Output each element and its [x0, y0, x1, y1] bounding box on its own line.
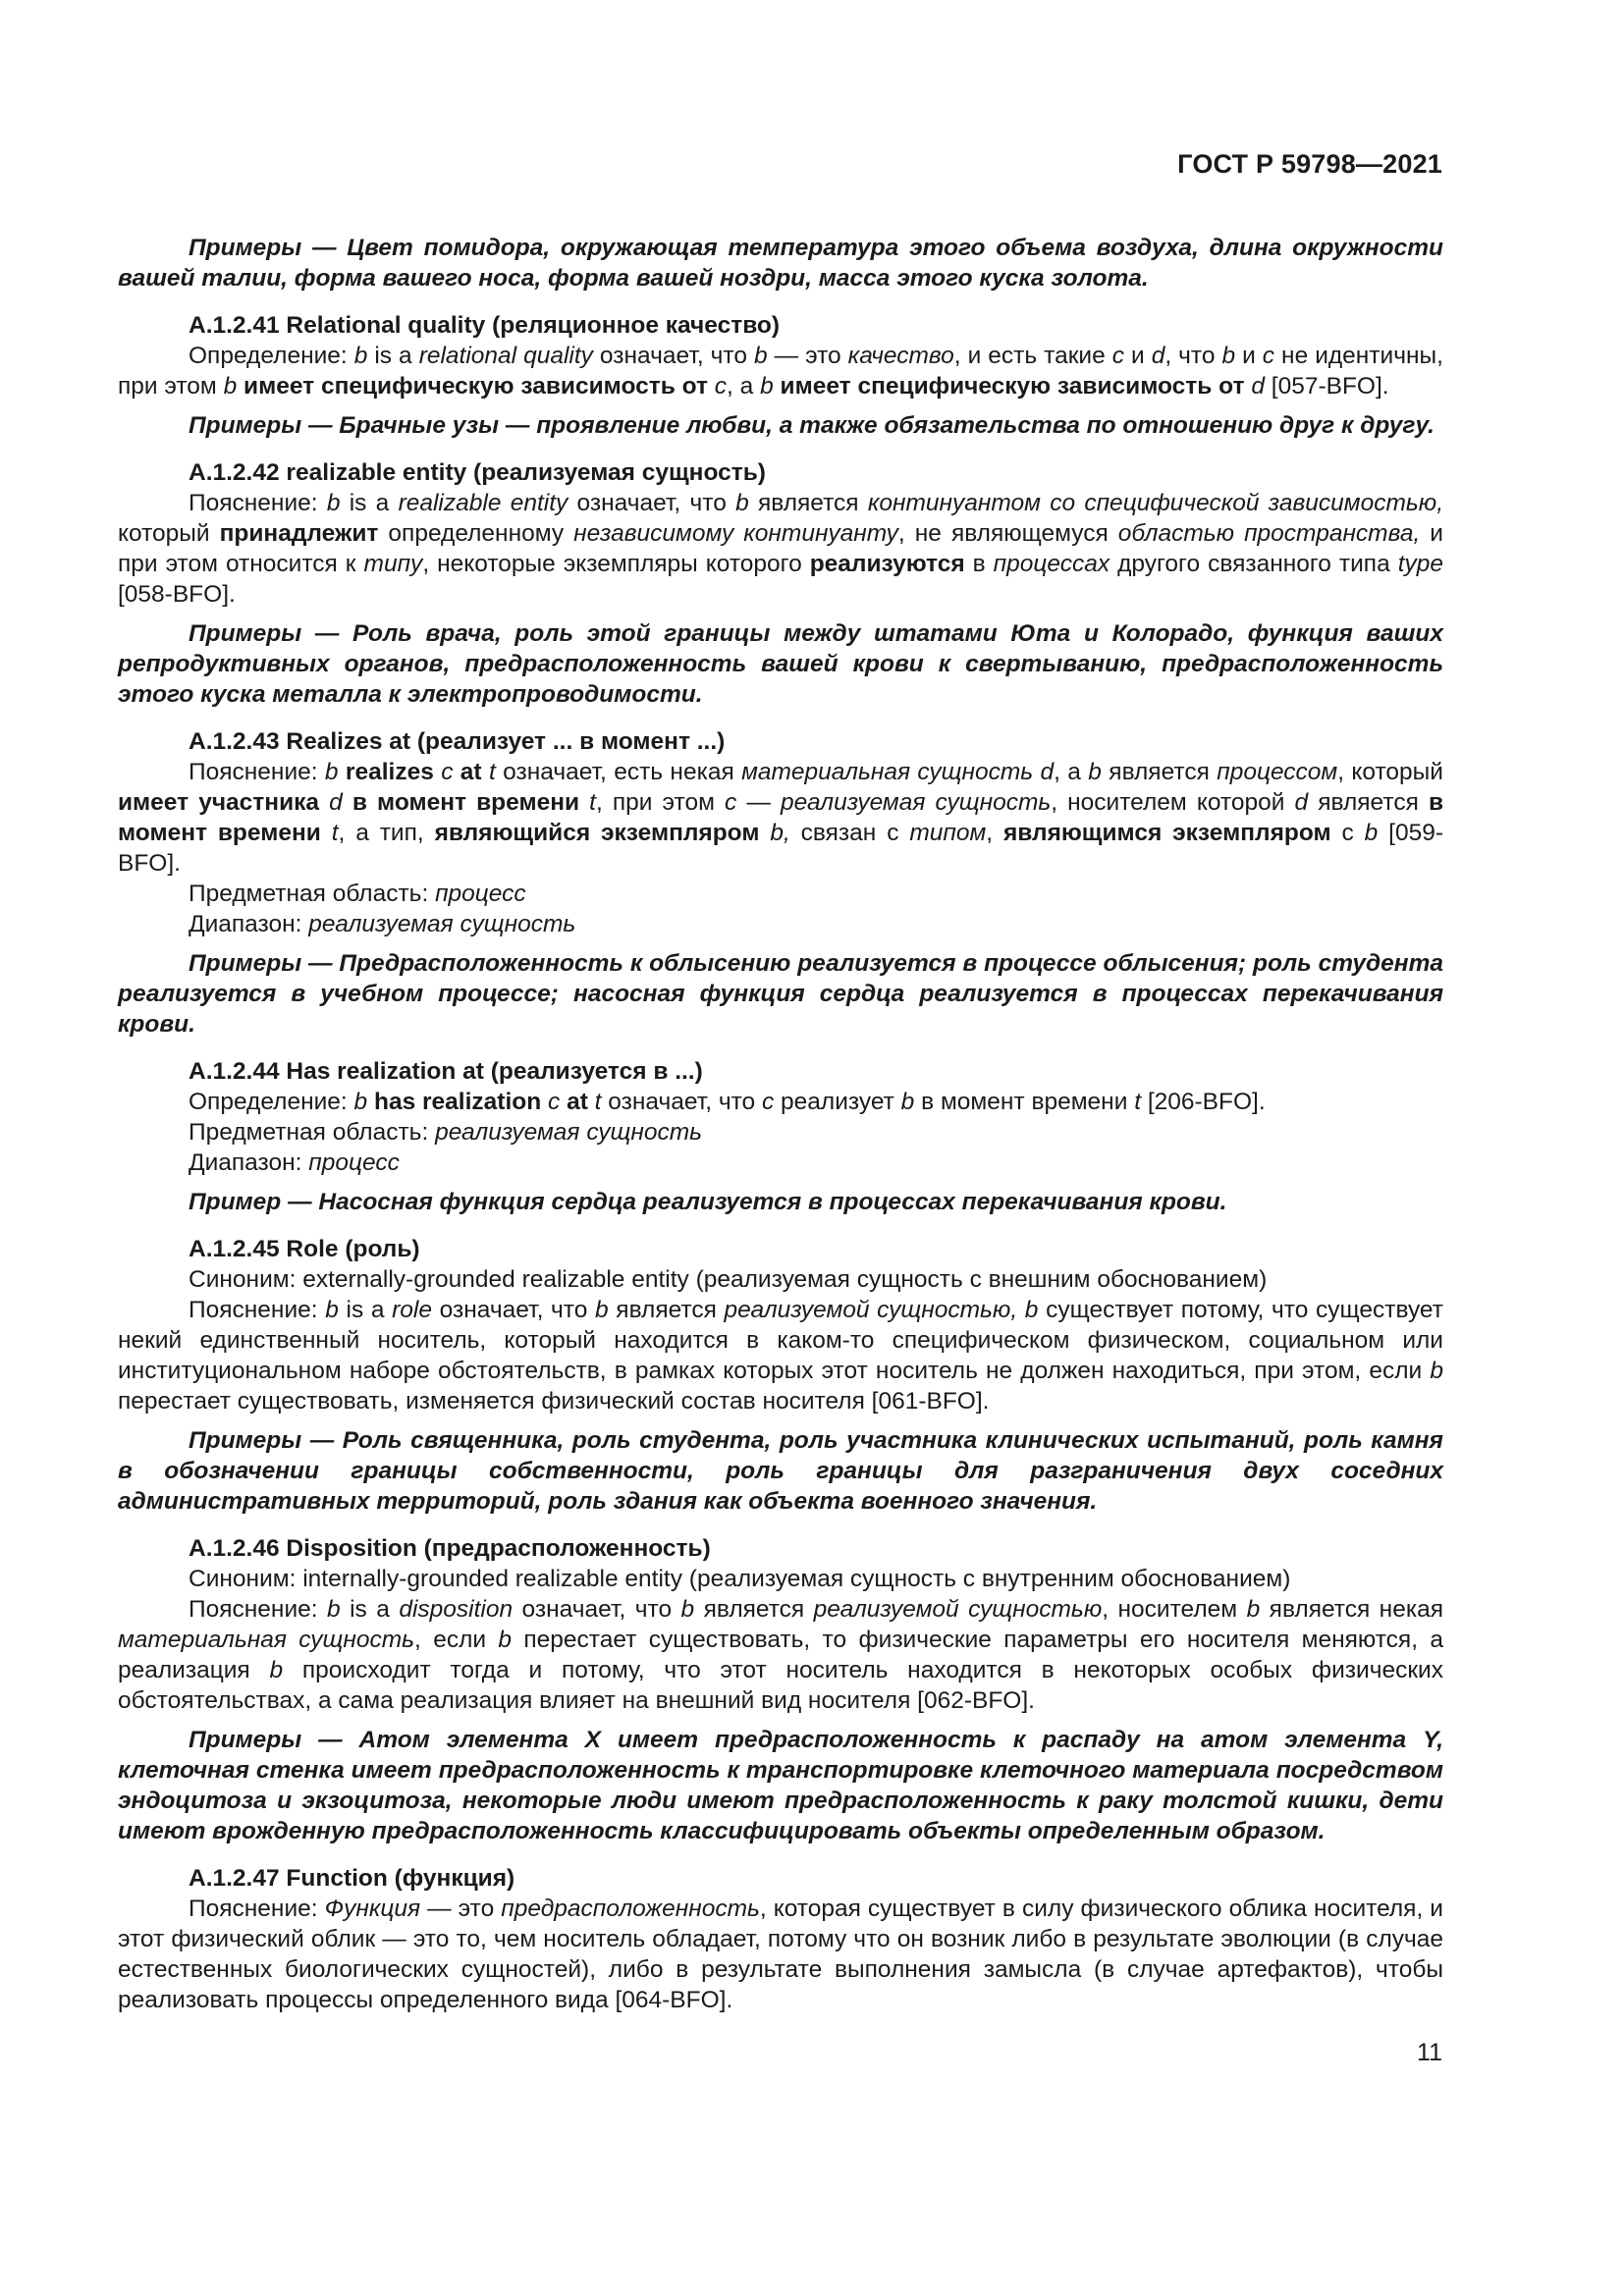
text-run: , если	[414, 1627, 499, 1653]
text-run: , которая существует в силу физического облика носителя, и этот физический облик — это то, чем носитель обладает, потому что он возник либо в результате эволюции (в случае естественных биологических сущностей), либо в результате выполнения замысла (в случае артефактов), чтобы реализовать процессы определенного вида [064-BFO].	[118, 1896, 1443, 2013]
entry-text	[118, 341, 1443, 401]
italic-run: b	[326, 490, 341, 516]
italic-run: b	[1221, 343, 1236, 369]
example-paragraph: Примеры — Предрасположенность к облысению реализуется в процессе облысения; роль студента реализуется в учебном процессе; насосная функция сердца реализуется в процессах перекачивания крови.	[118, 950, 1443, 1038]
italic-run: материальная сущность	[118, 1627, 415, 1653]
italic-run: Функция	[324, 1896, 421, 1922]
attribute-line	[118, 879, 1443, 909]
italic-run: c	[441, 759, 454, 785]
italic-run: материальная сущность	[741, 759, 1034, 785]
synonym-line	[118, 1564, 1443, 1594]
italic-run: c	[1111, 343, 1124, 369]
text-run: , который	[1337, 759, 1443, 785]
bold-run: at	[460, 759, 482, 785]
text-run: является некая	[1260, 1596, 1443, 1623]
attribute-line	[118, 1117, 1443, 1148]
definition-entry	[118, 1533, 1443, 1846]
bold-run: реализуются	[809, 551, 965, 577]
italic-run: c	[761, 1089, 775, 1115]
text-run: перестает существовать, то физические параметры его носителя меняются, а реализация	[118, 1627, 1443, 1683]
bold-run: имеет специфическую зависимость от	[780, 373, 1245, 400]
italic-run: независимому континуанту	[573, 520, 898, 547]
bold-run: realizes	[345, 759, 434, 785]
text-run: Пояснение:	[189, 759, 325, 785]
italic-run: типу	[363, 551, 423, 577]
bold-run: являющимся экземпляром	[1002, 820, 1331, 846]
bold-run: являющийся экземпляром	[434, 820, 760, 846]
text-run: Пояснение:	[189, 490, 327, 516]
italic-run: b	[900, 1089, 915, 1115]
text-run: , а	[1054, 759, 1089, 785]
text-run: в момент времени	[914, 1089, 1135, 1115]
italic-run: b,	[770, 820, 790, 846]
italic-run: d	[1251, 373, 1265, 400]
italic-run: d	[1151, 343, 1165, 369]
example-paragraph: Примеры — Атом элемента X имеет предрасположенность к распаду на атом элемента Y, клеточная стенка имеет предрасположенность к транспортировке клеточного материала посредством эндоцитоза и экзоцитоза, некоторые люди имеют предрасположенность к раку толстой кишки, дети имеют врожденную предрасположенность классифицировать объекты определенным образом.	[118, 1727, 1443, 1844]
italic-run: d	[329, 789, 343, 816]
text-run	[367, 1089, 374, 1115]
text-run: ,	[986, 820, 1003, 846]
text-run: — это	[420, 1896, 502, 1922]
attribute-line	[118, 909, 1443, 939]
synonym-line	[118, 1264, 1443, 1295]
italic-run: b	[325, 1297, 339, 1323]
italic-run: реализуемая сущность	[435, 1119, 703, 1146]
text-run: Предметная область:	[189, 1119, 436, 1146]
text-run	[541, 1089, 548, 1115]
text-run: , носителем которой	[1051, 789, 1295, 816]
italic-run: b	[353, 343, 368, 369]
text-run: Пояснение:	[189, 1896, 325, 1922]
text-run	[343, 789, 352, 816]
text-run: , не являющемуся	[897, 520, 1118, 547]
italic-run: type	[1397, 551, 1444, 577]
entry-text	[118, 488, 1443, 610]
italic-run: c	[548, 1089, 561, 1115]
text-run: является	[1101, 759, 1218, 785]
text-run: и	[1235, 343, 1263, 369]
italic-run: b	[760, 373, 774, 400]
text-run: Пояснение:	[189, 1596, 328, 1623]
text-run	[588, 1089, 595, 1115]
italic-run: b	[1024, 1297, 1039, 1323]
example-paragraph: Примеры — Роль священника, роль студента, роль участника клинических испытаний, роль камня в обозначении границы собственности, роль границы для разграничения двух соседних административных территорий, роль здания как объекта военного значения.	[118, 1427, 1443, 1515]
text-run: другого связанного типа	[1110, 551, 1398, 577]
text-run: означает, что	[432, 1297, 596, 1323]
entry-heading: A.1.2.41 Relational quality (реляционное качество)	[189, 312, 781, 339]
text-run: Синоним: internally-grounded realizable entity (реализуемая сущность с внутренним обоснованием)	[189, 1566, 1291, 1592]
italic-run: b	[223, 373, 238, 400]
text-run: который	[118, 520, 220, 547]
italic-run: b	[1088, 759, 1102, 785]
text-run: is a	[367, 343, 419, 369]
italic-run: континуантом со специфической зависимостью,	[867, 490, 1443, 516]
entry-text	[118, 1087, 1443, 1117]
italic-run: b	[680, 1596, 695, 1623]
text-run: означает, что	[601, 1089, 762, 1115]
italic-run: процессах	[993, 551, 1110, 577]
text-run: Пояснение:	[189, 1297, 326, 1323]
italic-run: b	[595, 1297, 609, 1323]
text-run: и	[1124, 343, 1152, 369]
italic-run: качество	[847, 343, 954, 369]
text-run: в	[964, 551, 994, 577]
italic-run: b	[498, 1627, 513, 1653]
italic-run: типом	[909, 820, 987, 846]
text-run: is a	[340, 1596, 400, 1623]
text-run: означает, что	[592, 343, 754, 369]
italic-run: процесс	[308, 1149, 400, 1176]
italic-run: relational quality	[418, 343, 593, 369]
definition-entry	[118, 1056, 1443, 1217]
italic-run: процессом	[1217, 759, 1338, 785]
definition-entry	[118, 1234, 1443, 1517]
italic-run: t	[589, 789, 596, 816]
italic-run: role	[392, 1297, 432, 1323]
bold-run: в момент времени	[118, 789, 1443, 846]
italic-run: t	[594, 1089, 602, 1115]
text-run: является	[608, 1297, 725, 1323]
text-run	[708, 373, 715, 400]
text-run: связан с	[789, 820, 910, 846]
example-paragraph: Примеры — Роль врача, роль этой границы между штатами Юта и Колорадо, функция ваших репродуктивных органов, предрасположенность вашей крови к свертыванию, предрасположенность этого куска металла к электропроводимости.	[118, 620, 1443, 708]
italic-run: b	[353, 1089, 368, 1115]
document-body	[118, 224, 1443, 2024]
text-run: означает, есть некая	[495, 759, 742, 785]
text-run: [058-BFO].	[118, 581, 236, 608]
italic-run: реализуемой сущностью	[813, 1596, 1103, 1623]
text-run: Предметная область:	[189, 881, 436, 907]
example-paragraph: Примеры — Брачные узы — проявление любви, а также обязательства по отношению друг к другу.	[189, 412, 1435, 439]
italic-run: процесс	[435, 881, 526, 907]
entry-text	[118, 1295, 1443, 1416]
text-run	[453, 759, 460, 785]
text-run: is a	[340, 490, 399, 516]
text-run: существует потому, что существует некий единственный носитель, который находится в каком-то специфическом физическом, социальном или институциональном наборе обстоятельств, в рамках которых этот носитель не должен находиться, при этом, если	[118, 1297, 1443, 1384]
entry-text	[118, 1594, 1443, 1716]
text-run: Определение:	[189, 343, 354, 369]
entry-heading: A.1.2.42 realizable entity (реализуемая сущность)	[189, 459, 766, 486]
text-run: является	[748, 490, 868, 516]
text-run	[774, 373, 781, 400]
italic-run: b	[1364, 820, 1379, 846]
text-run	[321, 820, 332, 846]
text-run: , при этом	[595, 789, 726, 816]
text-run: Диапазон:	[189, 911, 309, 937]
text-run: с	[1330, 820, 1365, 846]
text-run: , носителем	[1102, 1596, 1247, 1623]
text-run	[579, 789, 589, 816]
italic-run: d	[1294, 789, 1309, 816]
text-run: , а	[727, 373, 761, 400]
italic-run: реализуемая сущность	[780, 789, 1052, 816]
text-run: , и есть такие	[953, 343, 1112, 369]
text-run: и при этом относится к	[118, 520, 1443, 577]
bold-run: at	[567, 1089, 588, 1115]
text-run: , а тип,	[338, 820, 435, 846]
italic-run: b	[269, 1657, 284, 1683]
definition-entry	[118, 1863, 1443, 2015]
text-run: [059-BFO].	[118, 820, 1443, 877]
text-run	[759, 820, 770, 846]
entry-heading: A.1.2.43 Realizes at (реализует ... в момент ...)	[189, 728, 726, 755]
bold-run: в момент времени	[352, 789, 580, 816]
italic-run: c	[1262, 343, 1275, 369]
italic-run: t	[488, 759, 496, 785]
attribute-line	[118, 1148, 1443, 1178]
italic-run: realizable entity	[398, 490, 568, 516]
bold-run: has realization	[373, 1089, 542, 1115]
italic-run: c	[714, 373, 728, 400]
text-run: , что	[1164, 343, 1222, 369]
italic-run: b	[735, 490, 749, 516]
text-run: — это	[767, 343, 848, 369]
text-run: , некоторые экземпляры которого	[422, 551, 810, 577]
italic-run: b	[324, 759, 339, 785]
text-run: является	[1308, 789, 1429, 816]
text-run: не идентичны, при этом	[118, 343, 1443, 400]
italic-run: t	[331, 820, 339, 846]
bold-run: имеет участника	[118, 789, 320, 816]
text-run: is a	[338, 1297, 393, 1323]
text-run: перестает существовать, изменяется физический состав носителя [061-BFO].	[118, 1388, 990, 1415]
italic-run: реализуемой сущностью,	[724, 1297, 1018, 1323]
text-run: происходит тогда и потому, что этот носитель находится в некоторых особых физических обстоятельствах, а сама реализация влияет на внешний вид носителя [062-BFO].	[118, 1657, 1443, 1714]
italic-run: b	[1246, 1596, 1261, 1623]
text-run: —	[736, 789, 781, 816]
italic-run: предрасположенность	[501, 1896, 760, 1922]
text-run	[1033, 759, 1040, 785]
entry-text	[118, 757, 1443, 879]
italic-run: t	[1134, 1089, 1142, 1115]
italic-run: disposition	[399, 1596, 514, 1623]
text-run	[482, 759, 489, 785]
text-run: Синоним: externally-grounded realizable entity (реализуемая сущность с внешним обоснованием)	[189, 1266, 1268, 1293]
entry-heading: A.1.2.45 Role (роль)	[189, 1236, 420, 1262]
bold-run: имеет специфическую зависимость от	[244, 373, 708, 400]
italic-run: реализуемая сущность	[308, 911, 576, 937]
example-paragraph: Пример — Насосная функция сердца реализуется в процессах перекачивания крови.	[189, 1189, 1227, 1215]
example-paragraph: Примеры — Цвет помидора, окружающая температура этого объема воздуха, длина окружности вашей талии, форма вашего носа, форма вашей ноздри, масса этого куска золота.	[118, 235, 1443, 292]
definition-entry	[118, 726, 1443, 1040]
page-number: 11	[1417, 2039, 1442, 2066]
italic-run: b	[327, 1596, 341, 1623]
entry-text	[118, 1894, 1443, 2015]
standard-designation: ГОСТ Р 59798—2021	[1177, 149, 1442, 179]
entry-heading: A.1.2.46 Disposition (предрасположенность)	[189, 1535, 711, 1562]
text-run: Диапазон:	[189, 1149, 309, 1176]
definition-entry	[118, 310, 1443, 441]
italic-run: b	[754, 343, 768, 369]
italic-run: d	[1040, 759, 1055, 785]
text-run: реализует	[774, 1089, 901, 1115]
text-run: [057-BFO].	[1264, 373, 1389, 400]
text-run: является	[694, 1596, 814, 1623]
italic-run: областью пространства,	[1117, 520, 1421, 547]
entry-heading: A.1.2.44 Has realization at (реализуется в ...)	[189, 1058, 703, 1085]
text-run	[1017, 1297, 1025, 1323]
bold-run: принадлежит	[219, 520, 379, 547]
text-run	[319, 789, 329, 816]
text-run: Определение:	[189, 1089, 354, 1115]
italic-run: b	[1430, 1358, 1443, 1384]
definition-entry	[118, 457, 1443, 710]
text-run: означает, что	[513, 1596, 681, 1623]
italic-run: c	[725, 789, 737, 816]
text-run: определенному	[378, 520, 574, 547]
entry-heading: A.1.2.47 Function (функция)	[189, 1865, 515, 1892]
text-run: [206-BFO].	[1141, 1089, 1266, 1115]
text-run	[237, 373, 244, 400]
text-run: означает, что	[568, 490, 736, 516]
text-run	[339, 759, 346, 785]
